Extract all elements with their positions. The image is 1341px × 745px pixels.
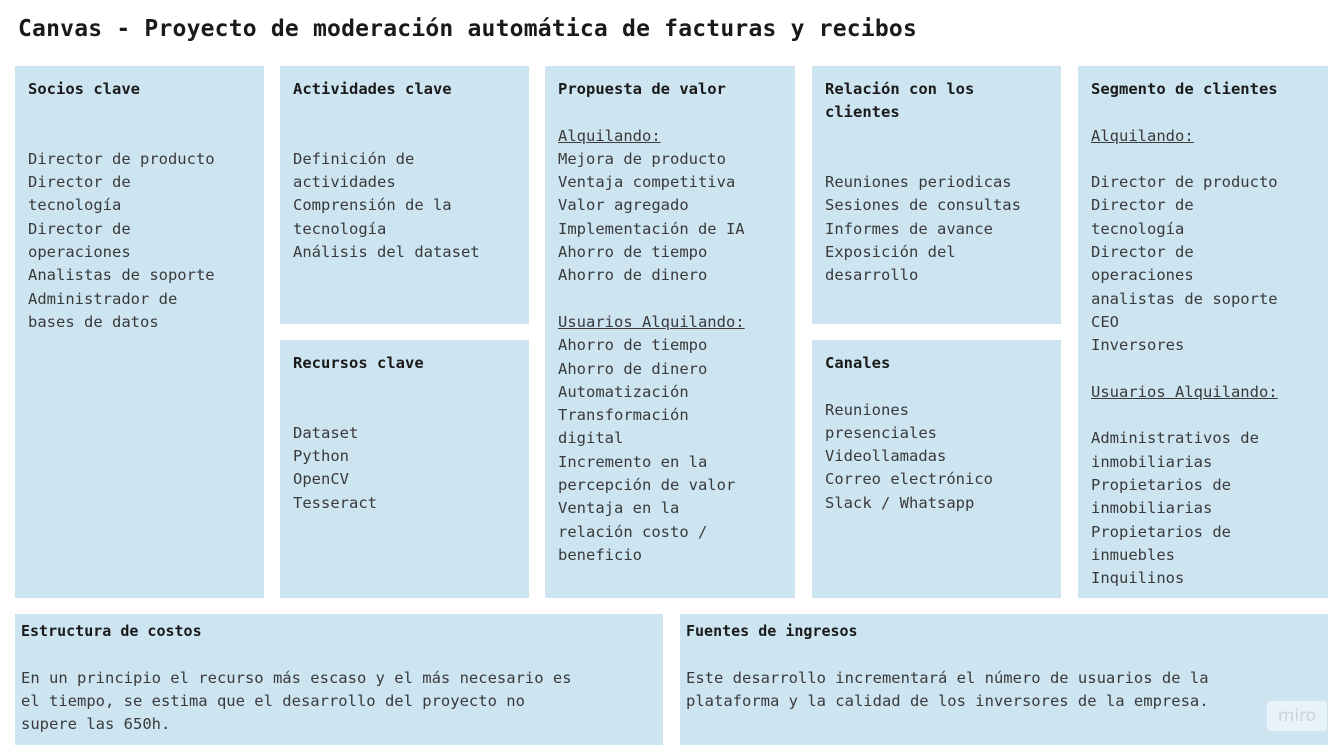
canales-line: presenciales: [825, 423, 937, 442]
recursos-line: OpenCV: [293, 470, 349, 489]
recursos-line: Python: [293, 447, 349, 466]
ingresos-line: plataforma y la calidad de los inversores de la empresa.: [686, 691, 1209, 710]
socios-line: tecnología: [28, 196, 122, 215]
socios-clave-heading: Socios clave: [28, 80, 140, 98]
actividades-line: tecnología: [293, 219, 387, 238]
propuesta-line: relación costo /: [558, 522, 708, 541]
propuesta-line: Automatización: [558, 382, 689, 401]
fuentes-ingresos-heading: Fuentes de ingresos: [686, 622, 858, 640]
socios-line: Director de: [28, 219, 131, 238]
segmento-line: Inquilinos: [1091, 569, 1185, 588]
segmento-line: CEO: [1091, 312, 1119, 331]
segmento-line: Director de: [1091, 243, 1194, 262]
propuesta-line: Ahorro de dinero: [558, 359, 708, 378]
relacion-line: Reuniones periodicas: [825, 173, 1012, 192]
estructura-costos-card[interactable]: [15, 614, 663, 745]
relacion-line: desarrollo: [825, 266, 919, 285]
socios-line: Director de: [28, 173, 131, 192]
segmento-line: Inversores: [1091, 336, 1185, 355]
propuesta-line: Ahorro de tiempo: [558, 336, 708, 355]
segmento-line: Administrativos de: [1091, 429, 1259, 448]
actividades-line: Comprensión de la: [293, 196, 452, 215]
recursos-clave-heading: Recursos clave: [293, 354, 424, 372]
segmento-line: Director de producto: [1091, 173, 1278, 192]
propuesta-subheading-usuarios: Usuarios Alquilando:: [558, 312, 745, 331]
relacion-line: Sesiones de consultas: [825, 196, 1021, 215]
propuesta-line: Mejora de producto: [558, 149, 726, 168]
propuesta-line: Ahorro de dinero: [558, 266, 708, 285]
canales-line: Slack / Whatsapp: [825, 493, 975, 512]
relacion-clientes-heading-l2: clientes: [825, 103, 900, 122]
socios-line: operaciones: [28, 243, 131, 262]
canales-card[interactable]: [812, 340, 1061, 598]
canales-line: Videollamadas: [825, 447, 947, 466]
socios-line: Analistas de soporte: [28, 266, 215, 285]
segmento-subheading-usuarios: Usuarios Alquilando:: [1091, 382, 1278, 401]
ingresos-line: Este desarrollo incrementará el número de usuarios de la: [686, 668, 1209, 687]
actividades-line: Definición de: [293, 149, 415, 168]
segmento-line: Propietarios de: [1091, 476, 1231, 495]
relacion-clientes-card[interactable]: [812, 66, 1061, 324]
relacion-line: Informes de avance: [825, 219, 993, 238]
propuesta-line: Incremento en la: [558, 452, 708, 471]
fuentes-ingresos-card[interactable]: [680, 614, 1328, 745]
relacion-clientes-heading-l1: Relación con los: [825, 80, 975, 98]
propuesta-line: Implementación de IA: [558, 219, 745, 238]
page-title: Canvas - Proyecto de moderación automática de facturas y recibos: [18, 16, 918, 42]
recursos-line: Dataset: [293, 423, 359, 442]
propuesta-valor-heading: Propuesta de valor: [558, 80, 726, 98]
actividades-line: actividades: [293, 173, 396, 192]
propuesta-line: Ventaja competitiva: [558, 173, 736, 192]
segmento-line: tecnología: [1091, 219, 1185, 238]
actividades-clave-card[interactable]: [280, 66, 529, 324]
propuesta-line: digital: [558, 429, 624, 448]
canales-heading: Canales: [825, 354, 891, 372]
estructura-costos-heading: Estructura de costos: [21, 622, 202, 640]
segmento-clientes-heading: Segmento de clientes: [1091, 80, 1278, 98]
socios-line: Director de producto: [28, 149, 215, 168]
propuesta-subheading-alquilando: Alquilando:: [558, 126, 661, 145]
actividades-clave-heading: Actividades clave: [293, 80, 452, 98]
socios-clave-card[interactable]: [15, 66, 264, 598]
relacion-line: Exposición del: [825, 243, 956, 262]
segmento-line: Director de: [1091, 196, 1194, 215]
propuesta-line: Transformación: [558, 406, 689, 425]
propuesta-line: Valor agregado: [558, 196, 689, 215]
canales-line: Reuniones: [825, 400, 909, 419]
recursos-clave-card[interactable]: [280, 340, 529, 598]
costos-line: En un principio el recurso más escaso y el más necesario es: [21, 668, 572, 687]
propuesta-line: Ahorro de tiempo: [558, 243, 708, 262]
propuesta-valor-card[interactable]: [545, 66, 795, 598]
costos-line: supere las 650h.: [21, 715, 171, 734]
segmento-subheading-alquilando: Alquilando:: [1091, 126, 1194, 145]
segmento-line: Propietarios de: [1091, 522, 1231, 541]
segmento-line: inmobiliarias: [1091, 452, 1213, 471]
recursos-line: Tesseract: [293, 493, 377, 512]
costos-line: el tiempo, se estima que el desarrollo del proyecto no: [21, 691, 525, 710]
segmento-line: inmobiliarias: [1091, 499, 1213, 518]
segmento-line: inmuebles: [1091, 545, 1175, 564]
socios-line: bases de datos: [28, 312, 159, 331]
miro-logo: miro: [1267, 701, 1327, 731]
propuesta-line: percepción de valor: [558, 476, 736, 495]
canales-line: Correo electrónico: [825, 470, 993, 489]
propuesta-line: beneficio: [558, 545, 642, 564]
propuesta-line: Ventaja en la: [558, 499, 680, 518]
segmento-line: analistas de soporte: [1091, 289, 1278, 308]
segmento-line: operaciones: [1091, 266, 1194, 285]
segmento-clientes-card[interactable]: [1078, 66, 1328, 598]
actividades-line: Análisis del dataset: [293, 243, 480, 262]
socios-line: Administrador de: [28, 289, 178, 308]
